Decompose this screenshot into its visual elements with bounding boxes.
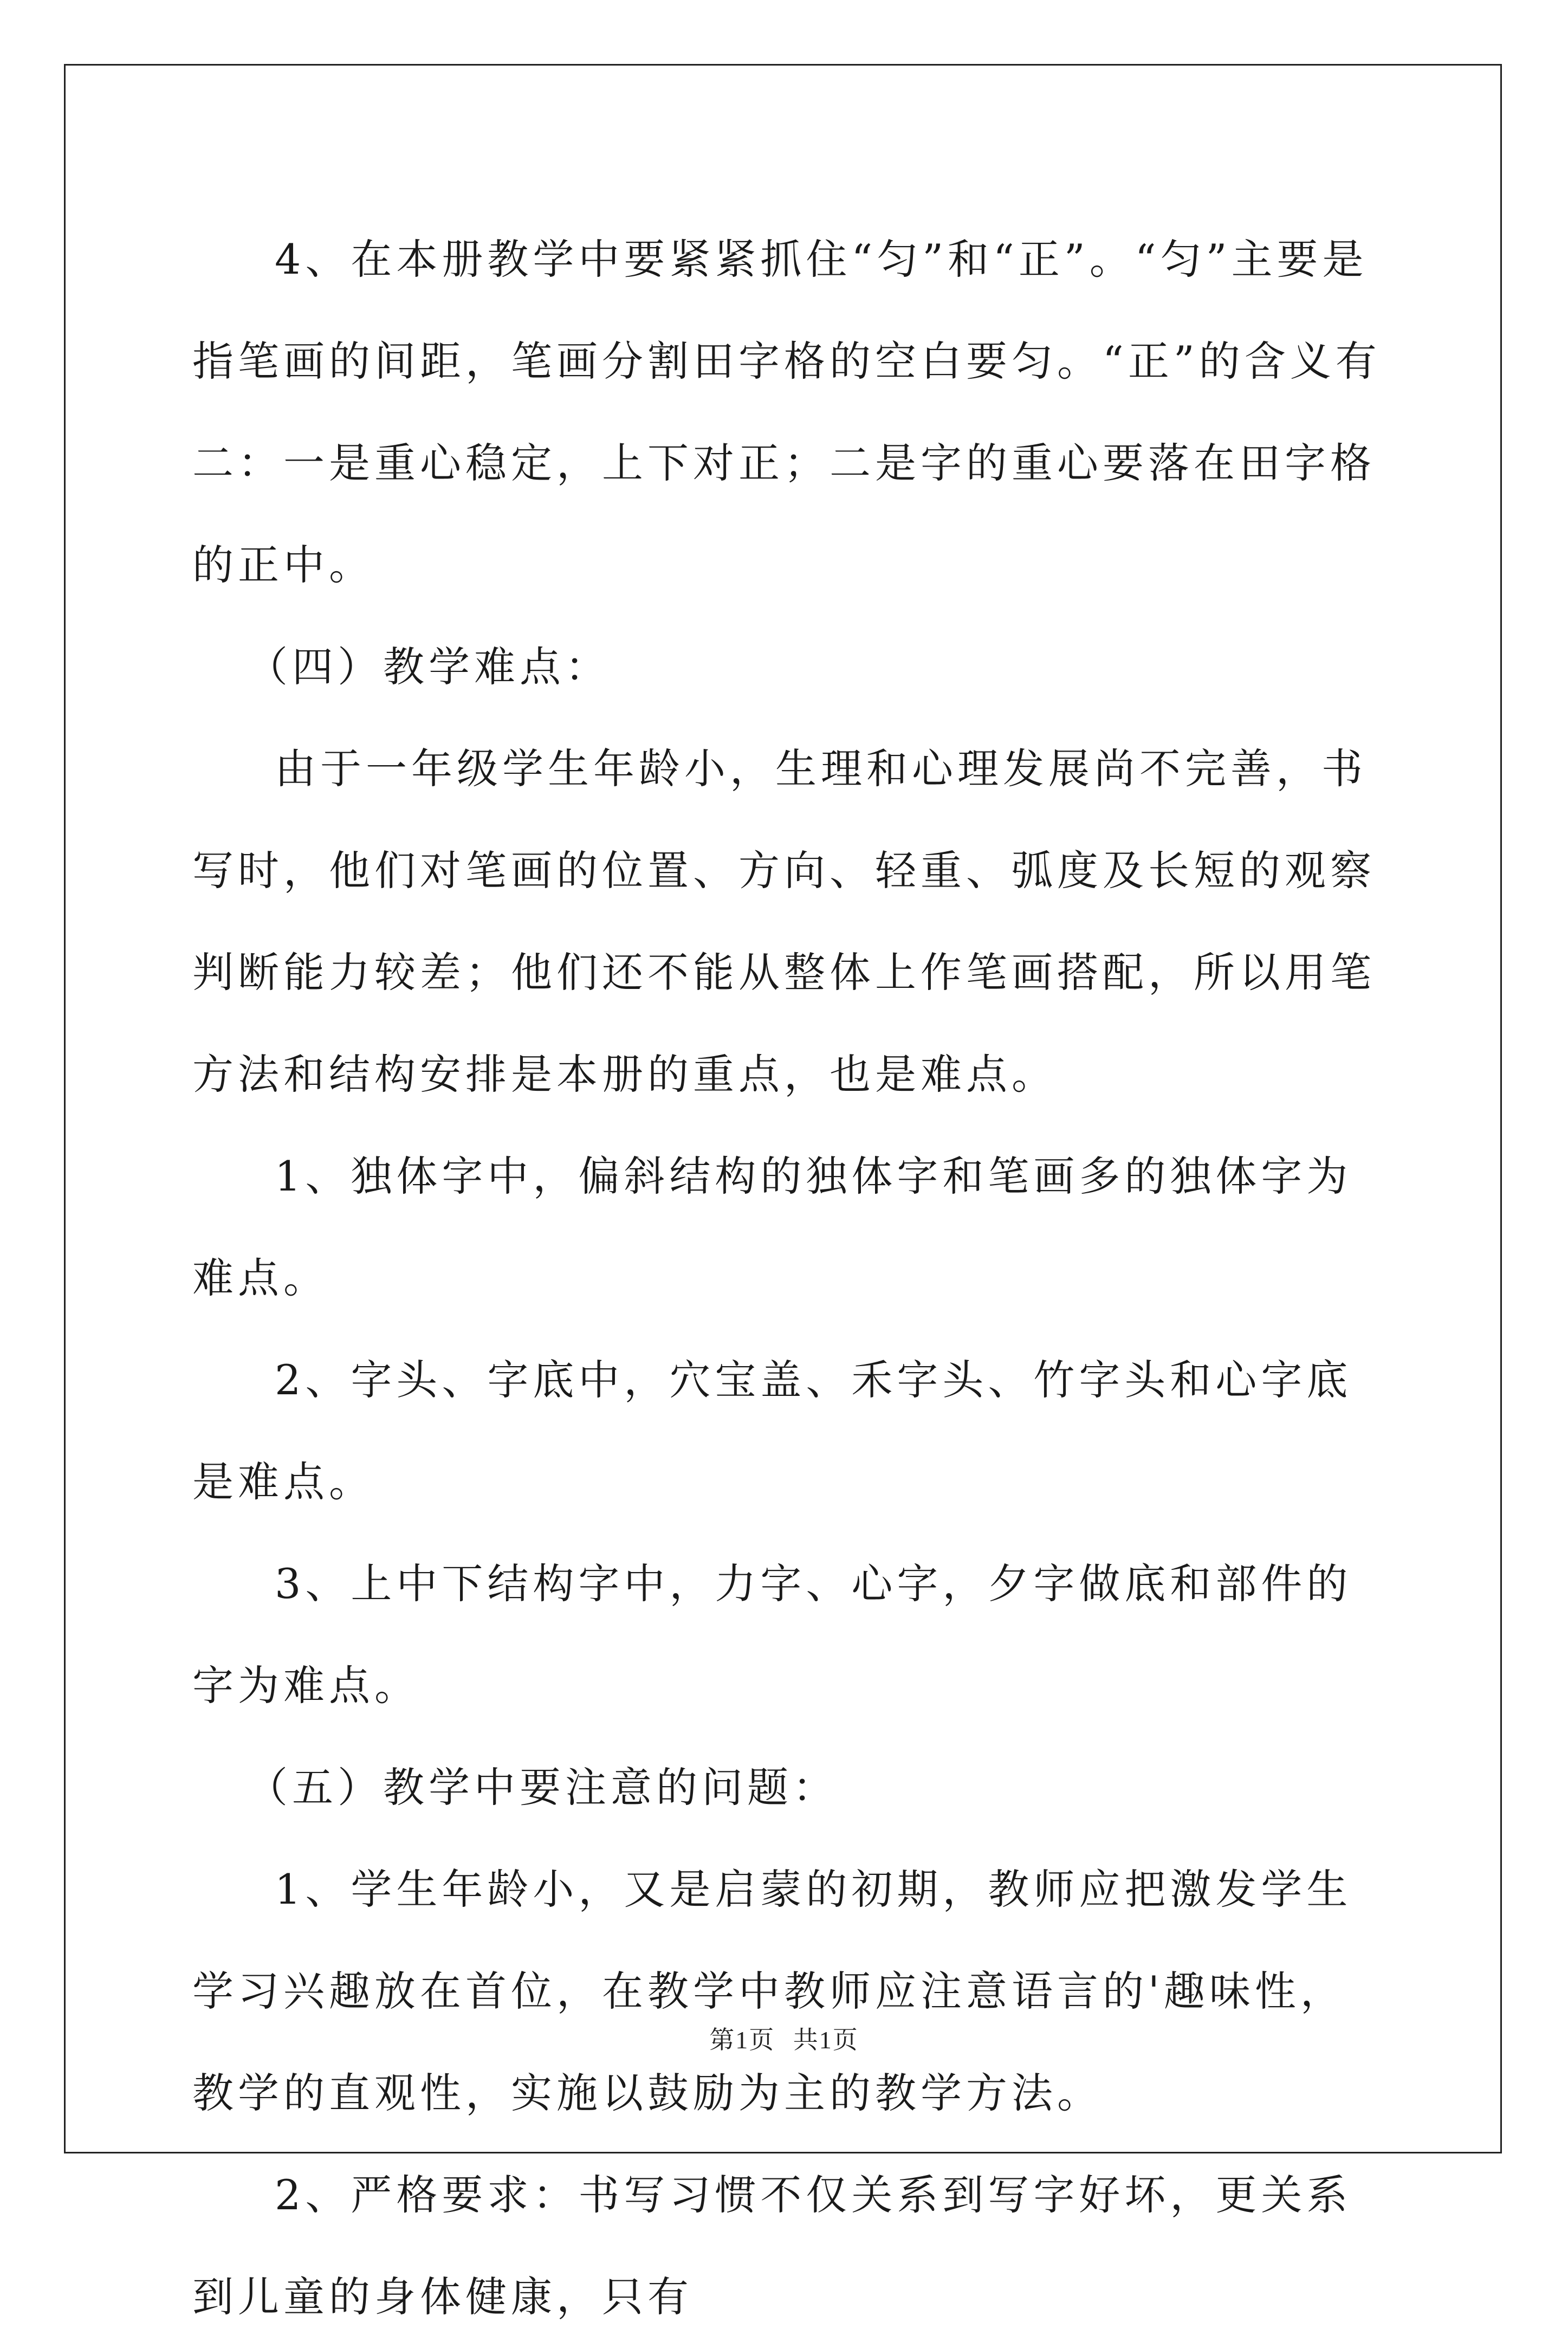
page-footer (0, 2020, 1568, 2056)
paragraph-difficulty-2: 2、字头、字底中，穴宝盖、禾字头、竹字头和心字底是难点。 (192, 1356, 1352, 1506)
section-heading-notes: （五）教学中要注意的问题： (247, 1763, 838, 1812)
paragraph-difficulty-1: 1、独体字中，偏斜结构的独体字和笔画多的独体字为难点。 (192, 1152, 1352, 1302)
paragraph-point-4-key: 4、在本册教学中要紧紧抓住“匀”和“正”。“匀”主要是指笔画的间距，笔画分割田字格的空白要匀。“正”的含义有二：一是重心稳定，上下对正；二是字的重心要落在田字格的正中。 (192, 235, 1381, 589)
paragraph-difficulty-3: 3、上中下结构字中，力字、心字，夕字做底和部件的字为难点。 (192, 1560, 1352, 1710)
paragraph-note-1: 1、学生年龄小，又是启蒙的初期，教师应把激发学生学习兴趣放在首位，在教学中教师应注意语言的'趣味性，教学的直观性，实施以鼓励为主的教学方法。 (192, 1865, 1352, 2117)
paragraph-note-2: 2、严格要求：书写习惯不仅关系到写字好坏，更关系到儿童的身体健康，只有 (192, 2171, 1352, 2321)
section-heading-difficulties: （四）教学难点： (247, 643, 611, 691)
page-number-current: 第1页 (709, 2026, 775, 2054)
paragraph-difficulties-intro: 由于一年级学生年龄小，生理和心理发展尚不完善，书写时，他们对笔画的位置、方向、轻重、弧度及长短的观察判断能力较差；他们还不能从整体上作笔画搭配，所以用笔方法和结构安排是本册的重点，也是难点。 (192, 745, 1376, 1098)
page-number-total: 共1页 (793, 2026, 859, 2054)
